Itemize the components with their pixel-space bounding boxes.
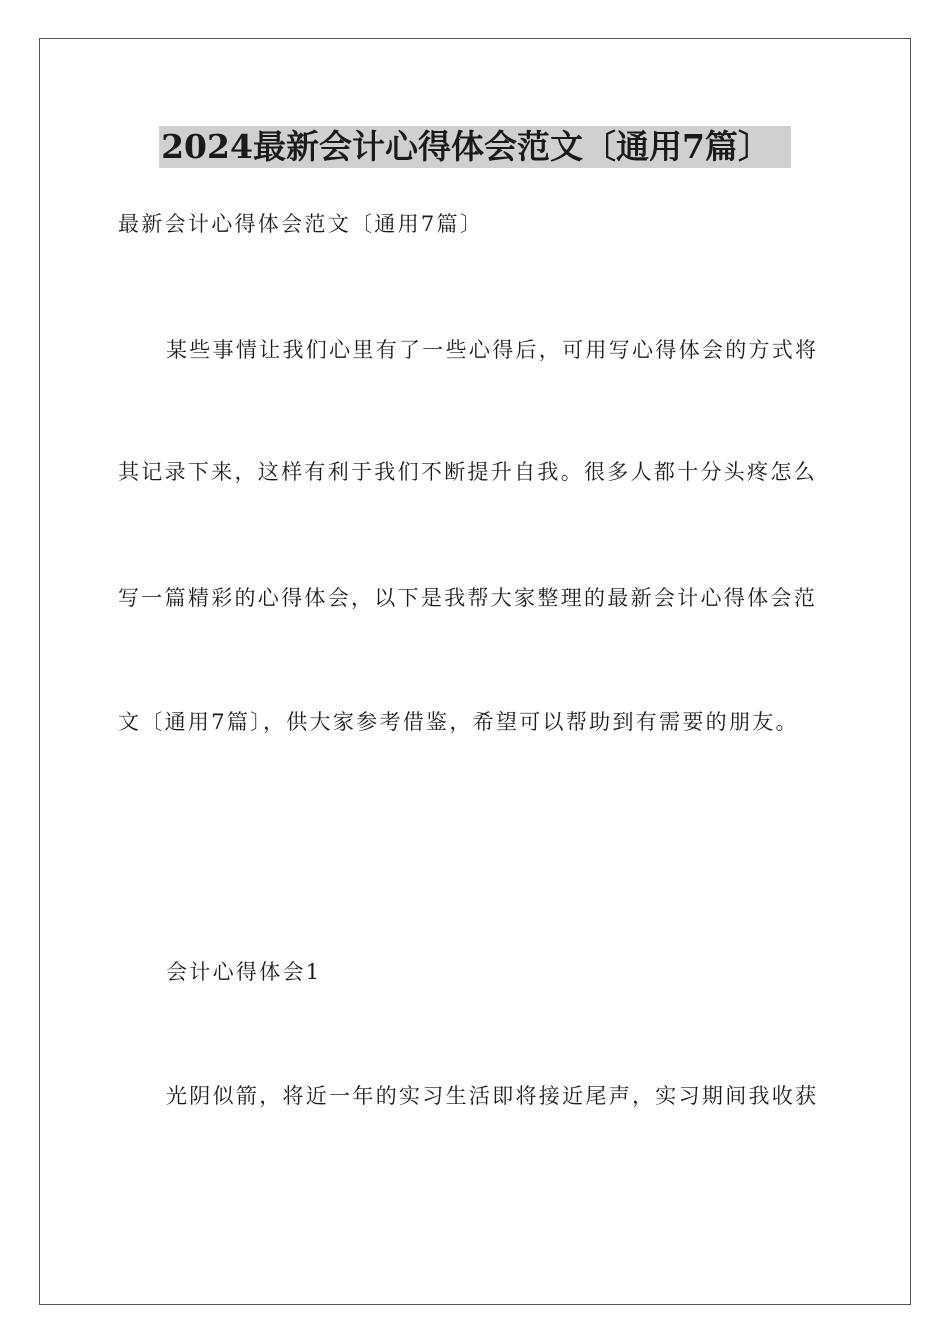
intro-line-4: 文〔通用7篇〕，供大家参考借鉴，希望可以帮助到有需要的朋友。 — [118, 710, 799, 734]
intro-line-2: 其记录下来，这样有利于我们不断提升自我。很多人都十分头疼怎么 — [118, 460, 817, 484]
intro-line-1: 某些事情让我们心里有了一些心得后，可用写心得体会的方式将 — [166, 338, 819, 362]
document-subtitle: 最新会计心得体会范文〔通用7篇〕 — [118, 212, 484, 236]
title-container — [0, 126, 950, 168]
section-heading: 会计心得体会1 — [166, 960, 322, 984]
section-paragraph-line-1: 光阴似箭，将近一年的实习生活即将接近尾声，实习期间我收获 — [166, 1084, 819, 1108]
intro-line-3: 写一篇精彩的心得体会，以下是我帮大家整理的最新会计心得体会范 — [118, 586, 817, 610]
document-title: 2024最新会计心得体会范文〔通用7篇〕 — [159, 126, 791, 168]
